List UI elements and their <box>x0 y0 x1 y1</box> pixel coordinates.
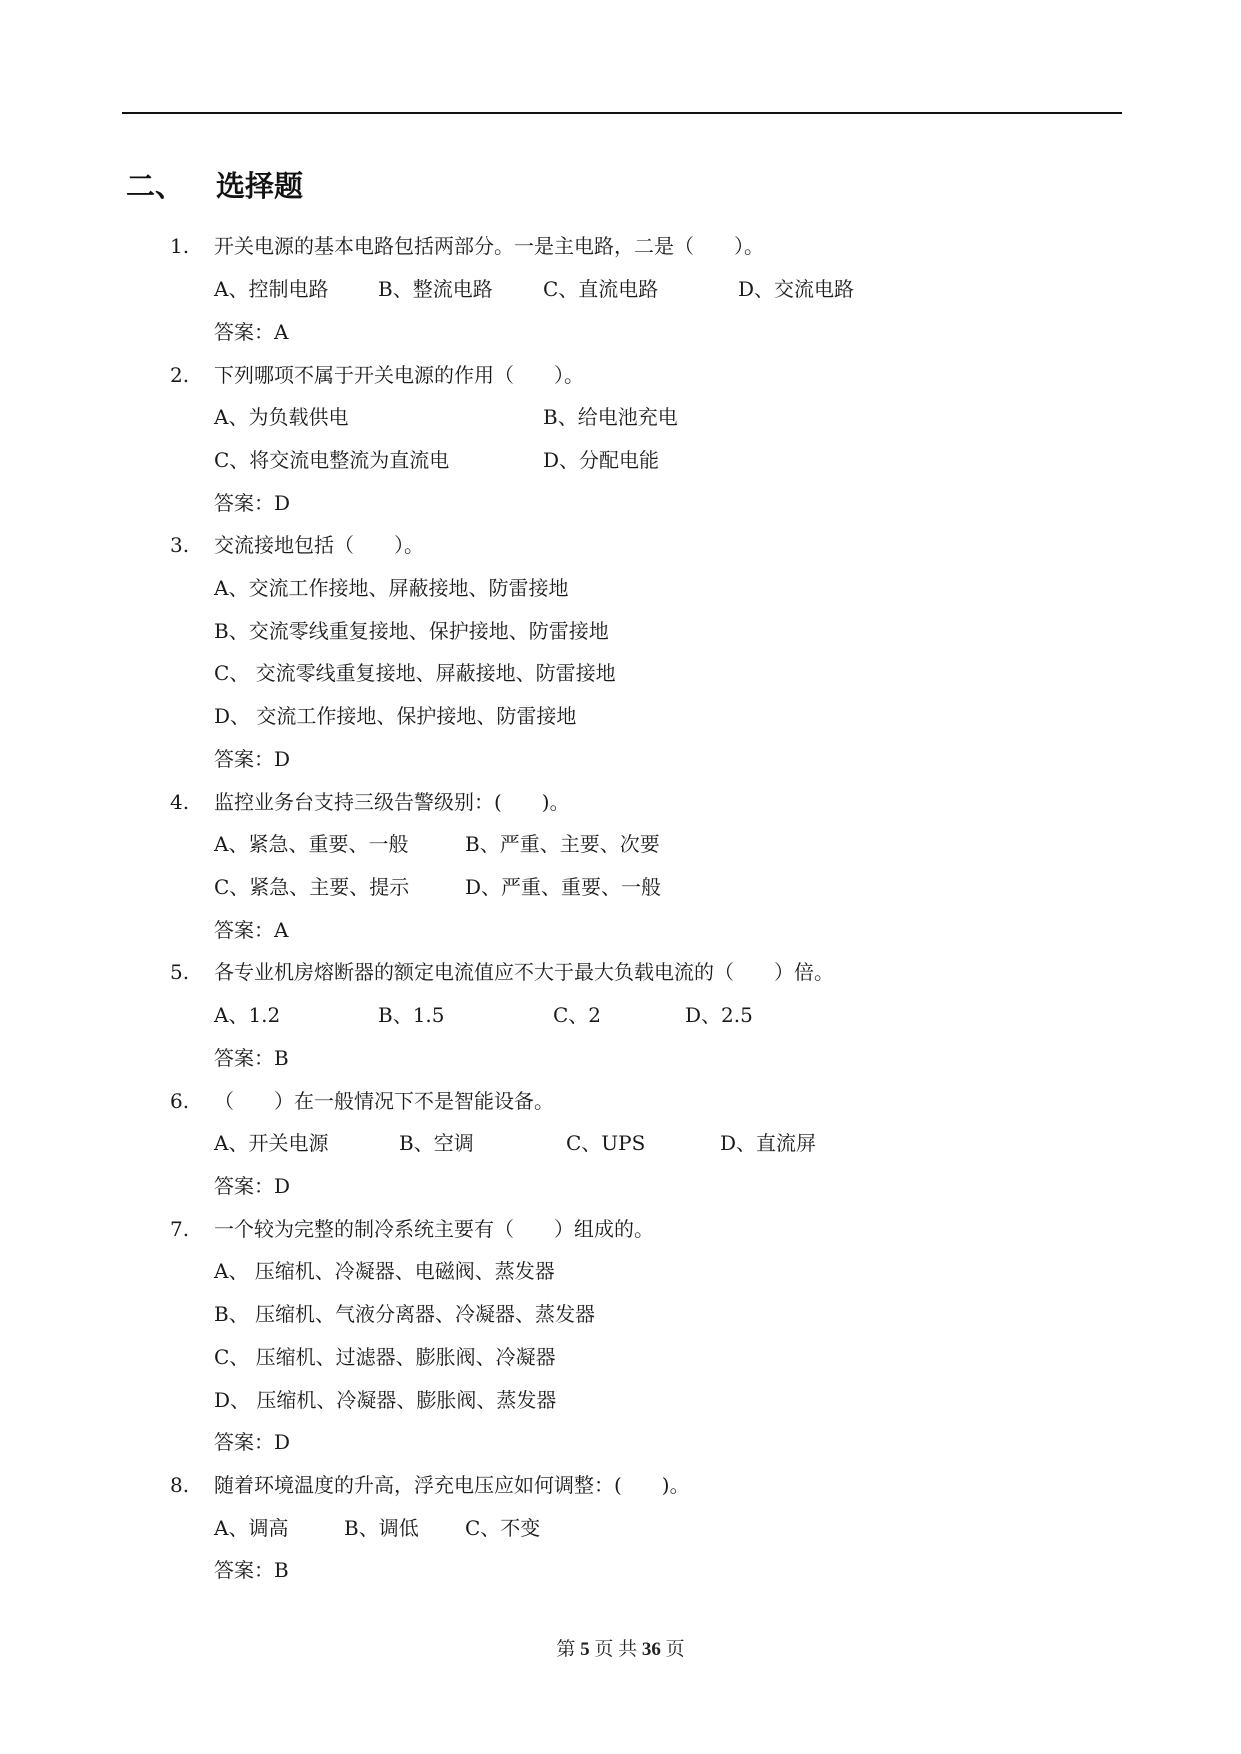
header-rule <box>122 112 1122 114</box>
option-d: D、严重、重要、一般 <box>465 875 662 899</box>
option-c: C、 压缩机、过滤器、膨胀阀、冷凝器 <box>214 1345 556 1369</box>
option-d: D、交流电路 <box>738 277 855 301</box>
question-number: 6. <box>170 1089 190 1113</box>
option-d: D、 交流工作接地、保护接地、防雷接地 <box>214 704 577 728</box>
option-c: C、2 <box>553 1003 602 1027</box>
option-c: C、紧急、主要、提示 <box>214 875 410 899</box>
option-c: C、直流电路 <box>543 277 659 301</box>
footer-page-number: 5 <box>580 1639 590 1660</box>
option-a: A、交流工作接地、屏蔽接地、防雷接地 <box>214 576 569 600</box>
question-text: 各专业机房熔断器的额定电流值应不大于最大负载电流的（ ）倍。 <box>214 960 834 984</box>
footer-middle: 页 共 <box>594 1639 638 1660</box>
answer-text: 答案：A <box>214 918 289 942</box>
answer-text: 答案：A <box>214 320 289 344</box>
footer-total-pages: 36 <box>641 1639 661 1660</box>
answer-text: 答案：D <box>214 491 291 515</box>
option-b: B、严重、主要、次要 <box>465 832 660 856</box>
option-a: A、控制电路 <box>214 277 329 301</box>
question-text: 开关电源的基本电路包括两部分。一是主电路，二是（ ）。 <box>214 234 764 258</box>
question-text: 一个较为完整的制冷系统主要有（ ）组成的。 <box>214 1217 654 1241</box>
question-number: 5. <box>170 960 190 984</box>
option-a: A、开关电源 <box>214 1131 329 1155</box>
option-c: C、将交流电整流为直流电 <box>214 448 450 472</box>
question-text: （ ）在一般情况下不是智能设备。 <box>214 1089 554 1113</box>
question-text: 交流接地包括（ ）。 <box>214 533 424 557</box>
option-c: C、不变 <box>465 1516 541 1540</box>
option-c: C、UPS <box>566 1131 646 1155</box>
option-b: B、 压缩机、气液分离器、冷凝器、蒸发器 <box>214 1302 596 1326</box>
option-a: A、1.2 <box>214 1003 281 1027</box>
footer-prefix: 第 <box>556 1639 576 1660</box>
option-b: B、给电池充电 <box>543 405 678 429</box>
option-b: B、交流零线重复接地、保护接地、防雷接地 <box>214 619 609 643</box>
question-text: 监控业务台支持三级告警级别：( )。 <box>214 790 570 814</box>
option-d: D、分配电能 <box>543 448 660 472</box>
question-number: 8. <box>170 1473 190 1497</box>
option-d: D、2.5 <box>685 1003 753 1027</box>
question-number: 3. <box>170 533 190 557</box>
option-a: A、为负载供电 <box>214 405 349 429</box>
option-a: A、紧急、重要、一般 <box>214 832 409 856</box>
page-footer <box>0 1634 1241 1661</box>
section-heading <box>126 164 303 205</box>
question-number: 1. <box>170 234 190 258</box>
answer-text: 答案：D <box>214 747 291 771</box>
option-b: B、空调 <box>399 1131 474 1155</box>
option-b: B、整流电路 <box>378 277 493 301</box>
question-number: 2. <box>170 363 190 387</box>
answer-text: 答案：B <box>214 1046 289 1070</box>
answer-text: 答案：B <box>214 1558 289 1582</box>
option-a: A、调高 <box>214 1516 289 1540</box>
question-number: 7. <box>170 1217 190 1241</box>
option-b: B、调低 <box>344 1516 419 1540</box>
option-c: C、 交流零线重复接地、屏蔽接地、防雷接地 <box>214 661 616 685</box>
section-title: 选择题 <box>216 169 304 203</box>
question-text: 随着环境温度的升高，浮充电压应如何调整：( )。 <box>214 1473 690 1497</box>
question-text: 下列哪项不属于开关电源的作用（ ）。 <box>214 363 584 387</box>
option-b: B、1.5 <box>378 1003 445 1027</box>
answer-text: 答案：D <box>214 1430 291 1454</box>
option-a: A、 压缩机、冷凝器、电磁阀、蒸发器 <box>214 1259 555 1283</box>
footer-suffix: 页 <box>665 1639 685 1660</box>
option-d: D、直流屏 <box>720 1131 817 1155</box>
question-number: 4. <box>170 790 190 814</box>
section-number: 二、 <box>126 169 185 203</box>
answer-text: 答案：D <box>214 1174 291 1198</box>
option-d: D、 压缩机、冷凝器、膨胀阀、蒸发器 <box>214 1388 557 1412</box>
